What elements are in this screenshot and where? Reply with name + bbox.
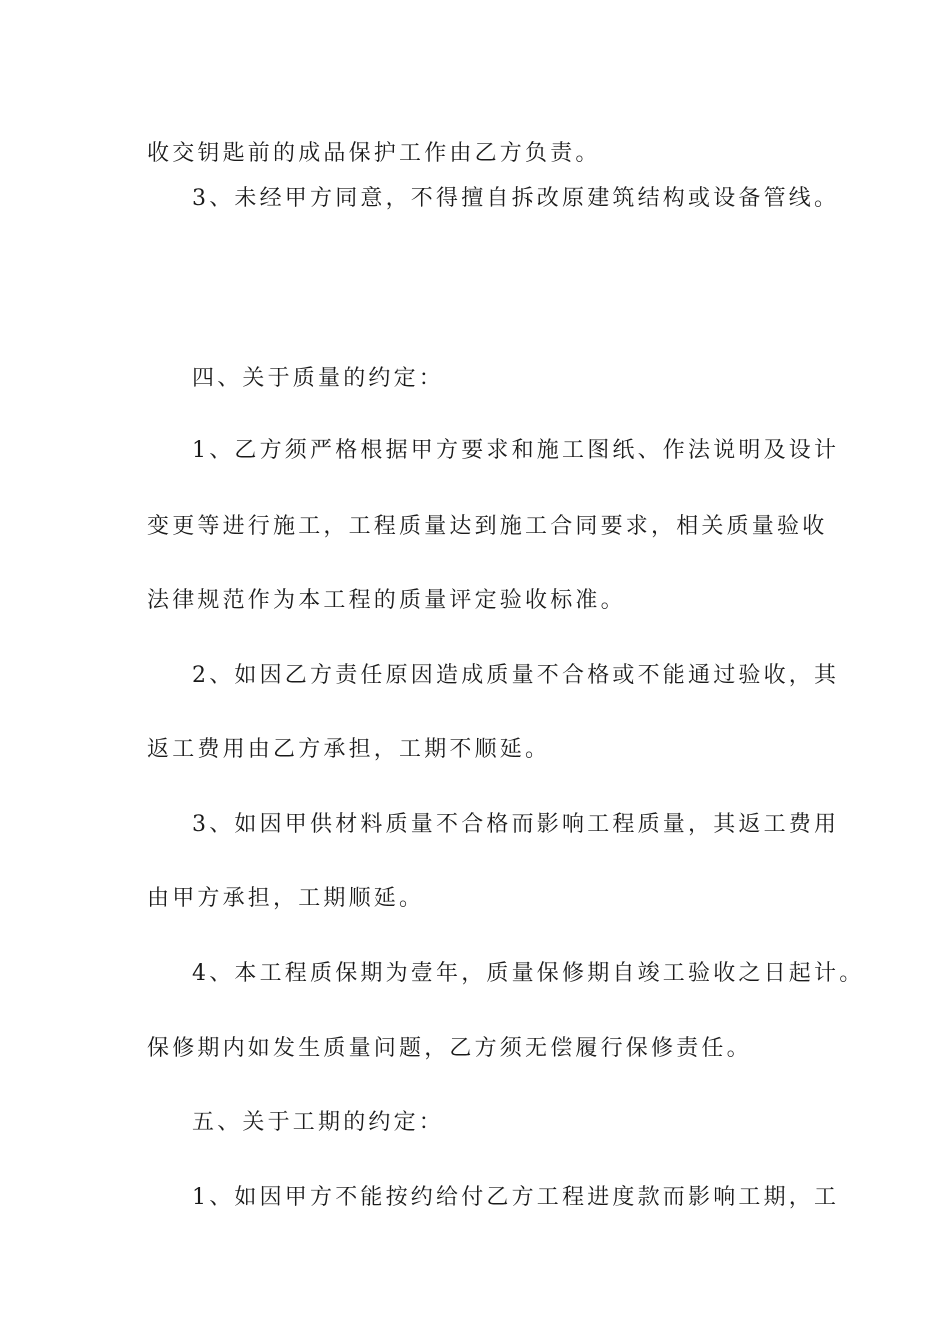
- paragraph-line: 收交钥匙前的成品保护工作由乙方负责。: [147, 141, 601, 166]
- paragraph-line: 返工费用由乙方承担，工期不顺延。: [147, 737, 551, 762]
- paragraph-line: 保修期内如发生质量问题，乙方须无偿履行保修责任。: [147, 1036, 752, 1061]
- paragraph-line: 1、乙方须严格根据甲方要求和施工图纸、作法说明及设计: [192, 438, 840, 463]
- paragraph-line: 变更等进行施工，工程质量达到施工合同要求，相关质量验收: [147, 514, 828, 539]
- paragraph-line: 法律规范作为本工程的质量评定验收标准。: [147, 588, 626, 613]
- paragraph-line: 2、如因乙方责任原因造成质量不合格或不能通过验收，其: [192, 663, 840, 688]
- section-heading: 五、关于工期的约定：: [192, 1110, 445, 1135]
- section-heading: 四、关于质量的约定：: [192, 366, 445, 391]
- paragraph-line: 3、未经甲方同意，不得擅自拆改原建筑结构或设备管线。: [192, 186, 840, 211]
- paragraph-line: 3、如因甲供材料质量不合格而影响工程质量，其返工费用: [192, 812, 840, 837]
- paragraph-line: 由甲方承担，工期顺延。: [147, 886, 425, 911]
- paragraph-line: 1、如因甲方不能按约给付乙方工程进度款而影响工期，工: [192, 1185, 840, 1210]
- paragraph-line: 4、本工程质保期为壹年，质量保修期自竣工验收之日起计。: [192, 961, 865, 986]
